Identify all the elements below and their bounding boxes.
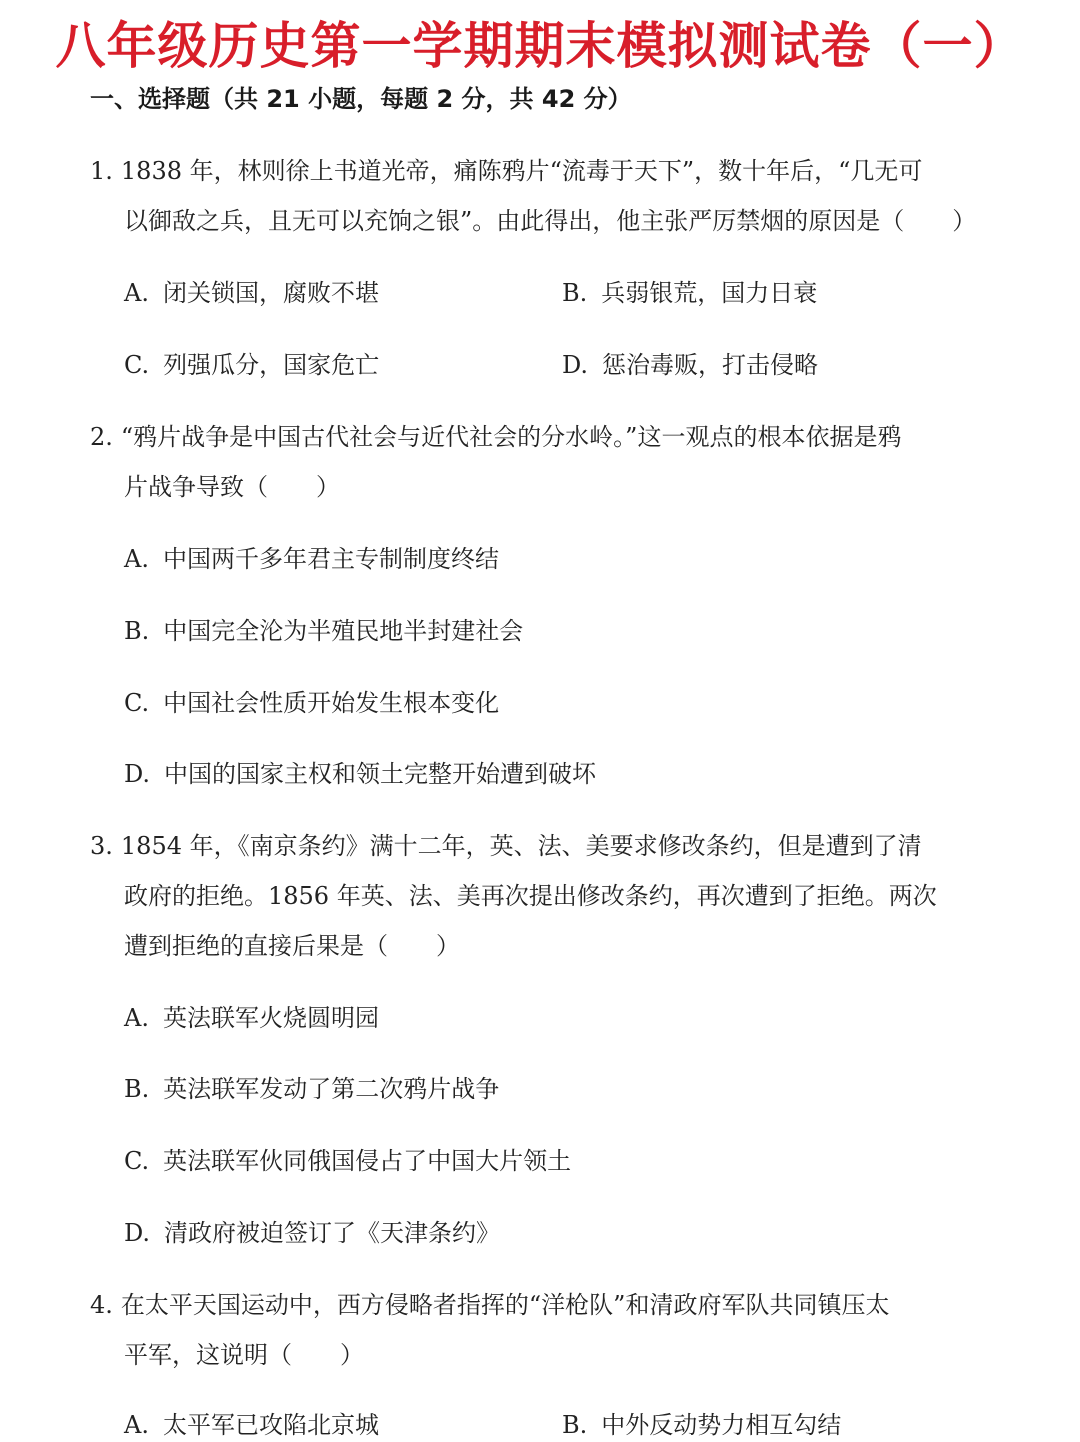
- option-letter: D.: [124, 760, 151, 788]
- question-2-option-d: [124, 757, 596, 791]
- option-text: 惩治毒贩，打击侵略: [602, 351, 819, 379]
- option-letter: C.: [124, 351, 150, 379]
- option-text: 中国的国家主权和领土完整开始遭到破坏: [164, 760, 597, 788]
- question-2-line-2: 片战争导致（ ）: [124, 473, 340, 501]
- option-letter: A.: [124, 545, 149, 573]
- option-text: 列强瓜分，国家危亡: [163, 351, 380, 379]
- question-3-option-a: [124, 1001, 379, 1035]
- option-text: 中国完全沦为半殖民地半封建社会: [163, 617, 524, 645]
- exam-title: 八年级历史第一学期期末模拟测试卷（一）: [55, 17, 1025, 75]
- question-2-option-a: [124, 542, 499, 576]
- question-3-option-b: [124, 1072, 499, 1106]
- question-1-option-a: [124, 276, 379, 310]
- question-3-option-c: [124, 1144, 571, 1178]
- question-4-option-b: [562, 1408, 841, 1442]
- option-letter: B.: [562, 1411, 588, 1439]
- option-letter: B.: [562, 279, 588, 307]
- question-3-line-1: [90, 829, 922, 863]
- option-letter: D.: [124, 1219, 151, 1247]
- question-text: 在太平天国运动中，西方侵略者指挥的“洋枪队”和清政府军队共同镇压太: [120, 1291, 890, 1319]
- option-letter: B.: [124, 1075, 150, 1103]
- question-3-line-3: 遭到拒绝的直接后果是（ ）: [124, 932, 460, 960]
- question-4-option-a: [124, 1408, 379, 1442]
- question-1-option-c: [124, 348, 379, 382]
- question-2-line-1: [90, 420, 901, 454]
- option-letter: A.: [124, 1004, 149, 1032]
- question-number: 1.: [90, 157, 113, 185]
- question-text: “鸦片战争是中国古代社会与近代社会的分水岭。”这一观点的根本依据是鸦: [120, 423, 902, 451]
- question-1-line-1: [90, 154, 922, 188]
- section-heading: 一、选择题（共 21 小题，每题 2 分，共 42 分）: [90, 85, 632, 113]
- option-text: 兵弱银荒，国力日衰: [601, 279, 818, 307]
- question-number: 4.: [90, 1291, 113, 1319]
- option-text: 中外反动势力相互勾结: [601, 1411, 842, 1439]
- option-letter: A.: [124, 1411, 149, 1439]
- option-text: 英法联军伙同俄国侵占了中国大片领土: [163, 1147, 572, 1175]
- question-text: 1838 年，林则徐上书道光帝，痛陈鸦片“流毒于天下”，数十年后，“几无可: [120, 157, 923, 185]
- option-letter: D.: [562, 351, 589, 379]
- option-letter: C.: [124, 689, 150, 717]
- option-text: 中国社会性质开始发生根本变化: [163, 689, 500, 717]
- question-1-option-d: [562, 348, 818, 382]
- question-3-option-d: [124, 1216, 500, 1250]
- option-letter: C.: [124, 1147, 150, 1175]
- option-text: 中国两千多年君主专制制度终结: [162, 545, 499, 573]
- question-3-line-2: 政府的拒绝。1856 年英、法、美再次提出修改条约，再次遭到了拒绝。两次: [124, 882, 937, 910]
- option-text: 英法联军火烧圆明园: [162, 1004, 379, 1032]
- option-letter: A.: [124, 279, 149, 307]
- question-2-option-b: [124, 614, 523, 648]
- question-text: 1854 年，《南京条约》满十二年，英、法、美要求修改条约，但是遭到了清: [120, 832, 922, 860]
- question-1-line-2: 以御敌之兵，且无可以充饷之银”。由此得出，他主张严厉禁烟的原因是（ ）: [124, 207, 977, 235]
- question-2-option-c: [124, 686, 499, 720]
- option-text: 清政府被迫签订了《天津条约》: [164, 1219, 501, 1247]
- question-4-line-2: 平军，这说明（ ）: [124, 1341, 364, 1369]
- question-4-line-1: [90, 1288, 889, 1322]
- option-text: 英法联军发动了第二次鸦片战争: [163, 1075, 500, 1103]
- option-text: 太平军已攻陷北京城: [162, 1411, 379, 1439]
- question-number: 3.: [90, 832, 113, 860]
- option-text: 闭关锁国，腐败不堪: [162, 279, 379, 307]
- question-number: 2.: [90, 423, 113, 451]
- question-1-option-b: [562, 276, 817, 310]
- option-letter: B.: [124, 617, 150, 645]
